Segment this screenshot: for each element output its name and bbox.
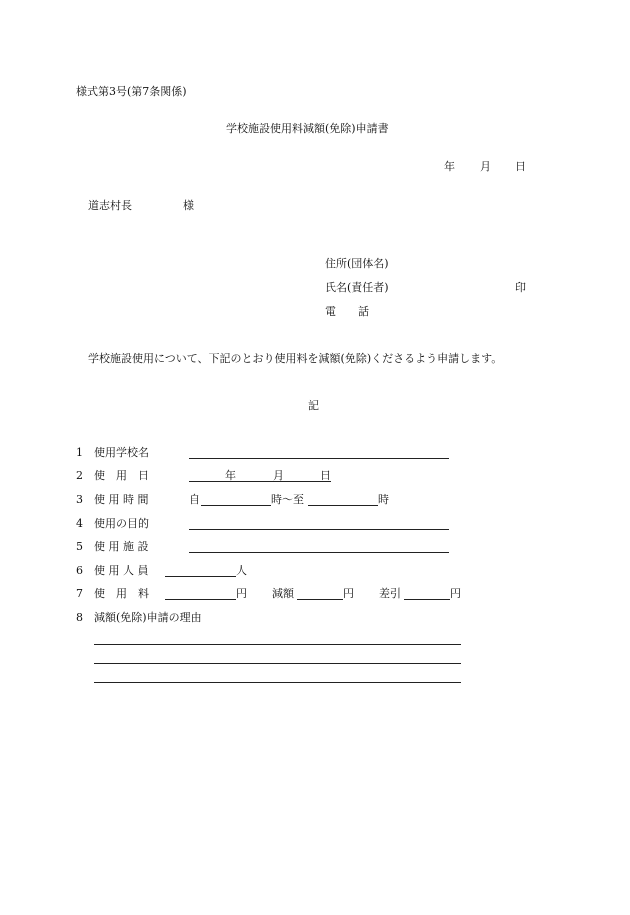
item-label-attendees: 使 用 人 員	[94, 564, 149, 577]
item-label-facility: 使 用 施 設	[94, 540, 149, 553]
item-number: 2	[76, 469, 83, 482]
school-name-blank[interactable]	[189, 458, 449, 459]
purpose-blank[interactable]	[189, 529, 449, 530]
form-reference: 様式第3号(第7条関係)	[76, 85, 187, 98]
item-number: 1	[76, 446, 83, 459]
time-to-label: 時～至	[271, 493, 304, 506]
difference-blank[interactable]	[404, 599, 450, 600]
item-number: 5	[76, 540, 83, 553]
attendees-blank[interactable]	[165, 576, 236, 577]
time-from-blank[interactable]	[201, 505, 271, 506]
reason-line-1[interactable]	[94, 644, 461, 645]
item-number: 8	[76, 611, 83, 624]
item-number: 6	[76, 564, 83, 577]
item-number: 4	[76, 517, 83, 530]
use-date-blank[interactable]	[189, 481, 331, 482]
facility-blank[interactable]	[189, 552, 449, 553]
name-label: 氏名(責任者)	[325, 281, 389, 294]
addressee-name: 道志村長	[88, 199, 132, 212]
reduction-label: 減額	[272, 587, 294, 600]
item-number: 7	[76, 587, 83, 600]
document-title: 学校施設使用料減額(免除)申請書	[226, 122, 389, 135]
use-date-day-label: 日	[320, 469, 331, 482]
item-number: 3	[76, 493, 83, 506]
seal-mark: 印	[515, 281, 526, 294]
difference-yen: 円	[450, 587, 461, 600]
ki-heading: 記	[308, 399, 319, 412]
time-end-label: 時	[378, 493, 389, 506]
item-label-use-time: 使 用 時 間	[94, 493, 149, 506]
fee-yen: 円	[236, 587, 247, 600]
request-statement: 学校施設使用について、下記のとおり使用料を減額(免除)くださるよう申請します。	[88, 352, 503, 365]
date-year-label: 年	[444, 160, 455, 173]
date-day-label: 日	[515, 160, 526, 173]
reason-line-3[interactable]	[94, 682, 461, 683]
address-label: 住所(団体名)	[325, 257, 389, 270]
date-month-label: 月	[480, 160, 491, 173]
item-label-use-date: 使 用 日	[94, 469, 149, 482]
reduction-yen: 円	[343, 587, 354, 600]
time-to-blank[interactable]	[308, 505, 378, 506]
reason-line-2[interactable]	[94, 663, 461, 664]
attendees-unit: 人	[236, 564, 247, 577]
use-date-year-label: 年	[225, 469, 236, 482]
addressee-honorific: 様	[183, 199, 194, 212]
phone-label: 電 話	[325, 305, 369, 318]
fee-blank[interactable]	[165, 599, 236, 600]
reduction-blank[interactable]	[297, 599, 343, 600]
item-label-fee: 使 用 料	[94, 587, 149, 600]
item-label-school-name: 使用学校名	[94, 446, 149, 459]
item-label-reason: 減額(免除)申請の理由	[94, 611, 202, 624]
item-label-purpose: 使用の目的	[94, 517, 149, 530]
use-date-month-label: 月	[273, 469, 284, 482]
time-from-label: 自	[189, 493, 200, 506]
difference-label: 差引	[379, 587, 401, 600]
